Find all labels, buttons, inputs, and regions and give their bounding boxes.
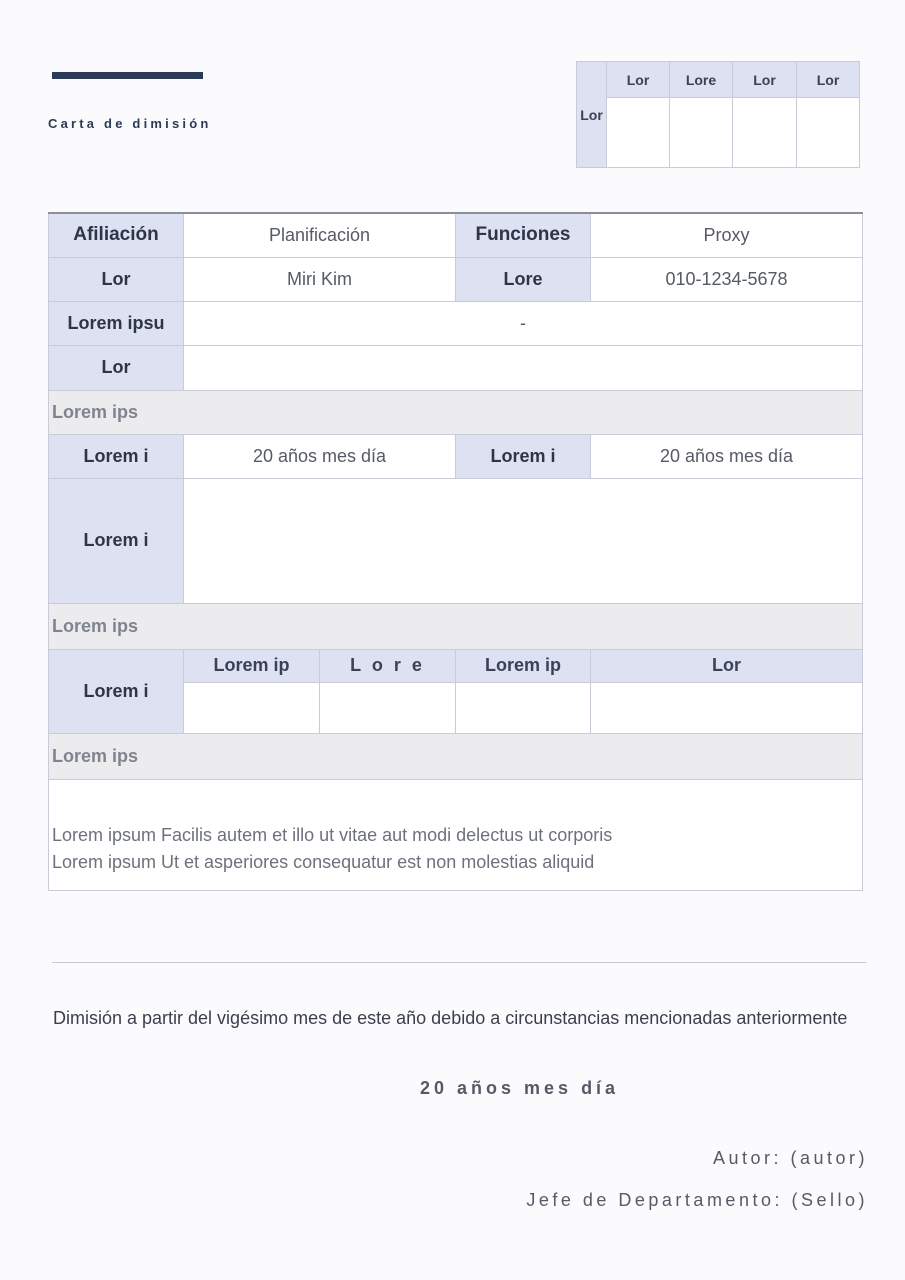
approval-col-header: Lore	[670, 62, 733, 98]
signature-date: 20 años mes día	[420, 1078, 620, 1098]
handover-subheader: L o r e	[320, 649, 456, 682]
functions-value[interactable]: Proxy	[591, 213, 863, 257]
reason-label: Lorem i	[49, 478, 184, 603]
phone-value[interactable]: 010-1234-5678	[591, 257, 863, 301]
handover-subheader: Lorem ip	[456, 649, 591, 682]
row3-value[interactable]: -	[184, 301, 863, 345]
handover-label: Lorem i	[49, 649, 184, 733]
approval-table	[576, 61, 860, 168]
header-accent-bar	[52, 72, 203, 79]
end-date-label: Lorem i	[456, 434, 591, 478]
approval-side-label: Lor	[577, 62, 607, 168]
notes-area[interactable]	[49, 779, 863, 890]
handover-subheader: Lorem ip	[184, 649, 320, 682]
document-title: Carta de dimisión	[48, 116, 212, 131]
section-header: Lorem ips	[49, 390, 863, 434]
name-label: Lor	[49, 257, 184, 301]
approval-signature-box[interactable]	[797, 98, 860, 168]
handover-cell[interactable]	[320, 682, 456, 733]
approval-col-header: Lor	[733, 62, 797, 98]
functions-label: Funciones	[456, 213, 591, 257]
name-value[interactable]: Miri Kim	[184, 257, 456, 301]
approval-signature-box[interactable]	[733, 98, 797, 168]
approval-col-header: Lor	[607, 62, 670, 98]
handover-cell[interactable]	[591, 682, 863, 733]
handover-cell[interactable]	[456, 682, 591, 733]
section-header: Lorem ips	[49, 733, 863, 779]
row4-value[interactable]	[184, 345, 863, 390]
resignation-statement: Dimisión a partir del vigésimo mes de este año debido a circunstancias mencionadas anteriormente	[53, 1008, 848, 1028]
affiliation-value[interactable]: Planificación	[184, 213, 456, 257]
approval-signature-box[interactable]	[670, 98, 733, 168]
resignation-form	[48, 212, 863, 891]
affiliation-label: Afiliación	[49, 213, 184, 257]
handover-cell[interactable]	[184, 682, 320, 733]
author-line: Autor: (autor)	[712, 1148, 868, 1168]
note-line: Lorem ipsum Facilis autem et illo ut vitae aut modi delectus ut corporis	[52, 824, 613, 845]
row4-label: Lor	[49, 345, 184, 390]
approval-col-header: Lor	[797, 62, 860, 98]
start-date-label: Lorem i	[49, 434, 184, 478]
department-head-line: Jefe de Departamento: (Sello)	[526, 1190, 868, 1210]
note-line: Lorem ipsum Ut et asperiores consequatur est non molestias aliquid	[52, 851, 595, 872]
divider	[52, 962, 867, 963]
reason-value[interactable]	[184, 478, 863, 603]
end-date-value[interactable]: 20 años mes día	[591, 434, 863, 478]
phone-label: Lore	[456, 257, 591, 301]
handover-subheader: Lor	[591, 649, 863, 682]
approval-signature-box[interactable]	[607, 98, 670, 168]
section-header: Lorem ips	[49, 603, 863, 649]
row3-label: Lorem ipsu	[49, 301, 184, 345]
start-date-value[interactable]: 20 años mes día	[184, 434, 456, 478]
